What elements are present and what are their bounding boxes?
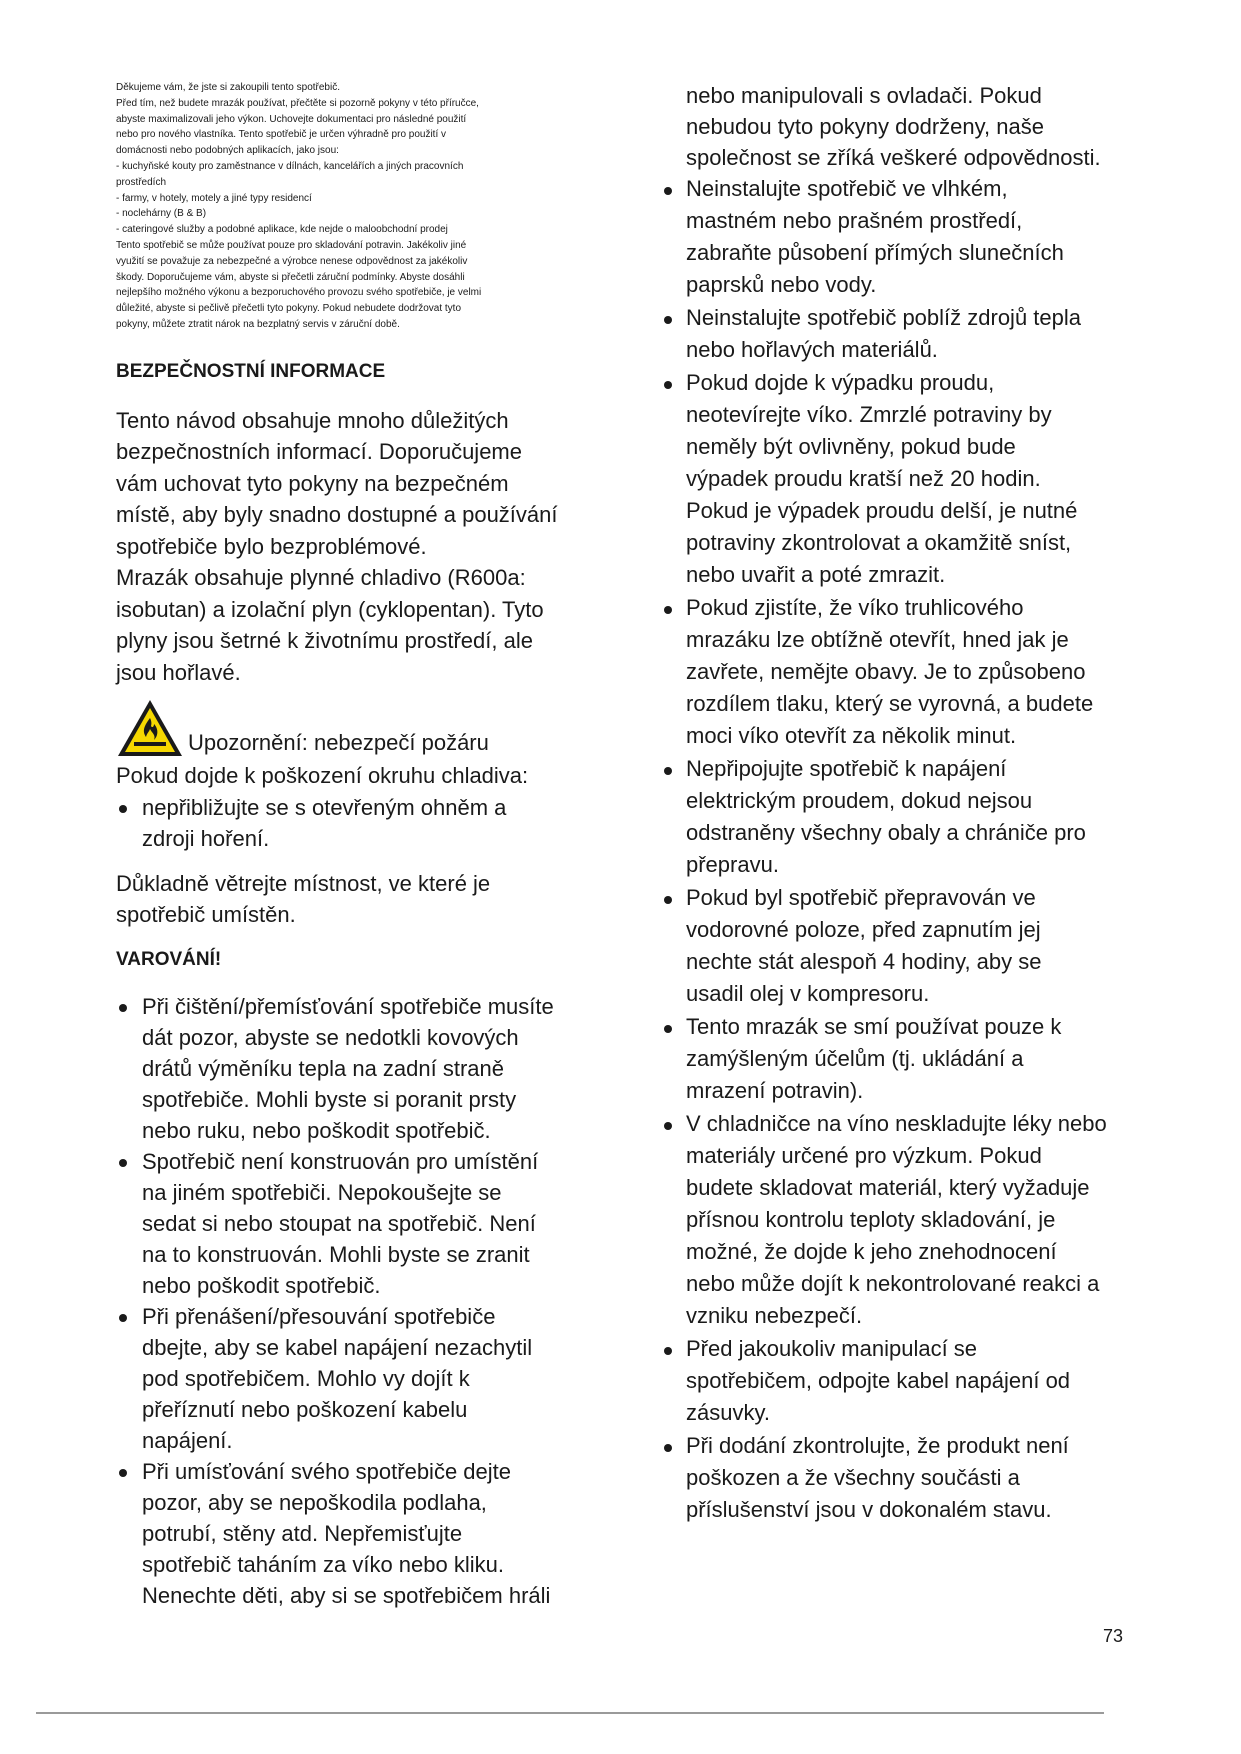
flammable-warning-icon [116, 698, 184, 758]
text-line: paprsků nebo vody. [686, 272, 877, 297]
list-item [116, 991, 596, 1146]
bullet-dot-icon [664, 1025, 672, 1033]
text-line: pokyny, můžete ztratit nárok na bezplatný servis v záruční době. [116, 318, 400, 330]
text-line: budete skladovat materiál, který vyžaduje [686, 1175, 1090, 1200]
text-line: místě, aby byly snadno dostupné a používání [116, 502, 558, 528]
text-line: pod spotřebičem. Mohlo vy dojít k [142, 1365, 470, 1391]
ventilate-paragraph [116, 868, 596, 931]
bullet-dot-icon [664, 1444, 672, 1452]
bullet-dot-icon [664, 1347, 672, 1355]
text-line: isobutan) a izolační plyn (cyklopentan). Tyto [116, 596, 544, 622]
text-line: spotřebiče bylo bezproblémové. [116, 533, 427, 559]
text-line: potrubí, stěny atd. Nepřemisťujte [142, 1520, 463, 1546]
text-line: Při přenášení/přesouvání spotřebiče [142, 1303, 496, 1329]
text-line: nejlepšího možného výkonu a bezporuchového provozu svého spotřebiče, je velmi [116, 287, 482, 299]
text-line: - kuchyňské kouty pro zaměstnance v dílnách, kancelářích a jiných pracovních [116, 160, 464, 172]
text-line: nebo hořlavých materiálů. [686, 337, 938, 362]
text-line: Před tím, než budete mrazák používat, přečtěte si pozorně pokyny v této příručce, [116, 97, 479, 109]
text-line: spotřebiče. Mohli byste si poranit prsty [142, 1086, 517, 1112]
text-line: nebo uvařit a poté zmrazit. [686, 562, 946, 587]
circuit-damage-line: Pokud dojde k poškození okruhu chladiva: [116, 763, 529, 789]
text-line: nebudou tyto pokyny dodrženy, naše [686, 114, 1044, 139]
text-line: neměly být ovlivněny, pokud bude [686, 434, 1016, 459]
text-line: abyste maximalizovali jeho výkon. Uchovejte dokumentaci pro následné použití [116, 113, 467, 125]
text-line: Nenechte děti, aby si se spotřebičem hráli [142, 1582, 551, 1608]
text-line: materiály určené pro výzkum. Pokud [686, 1143, 1042, 1168]
text-line: Nepřipojujte spotřebič k napájení [686, 756, 1007, 781]
text-line: rozdílem tlaku, který se vyrovná, a budete [686, 691, 1094, 716]
text-line: zamýšleným účelům (tj. ukládání a [686, 1046, 1024, 1071]
text-line: domácnosti nebo podobných aplikacích, jako jsou: [116, 145, 339, 157]
bullet-dot-icon [664, 1122, 672, 1130]
bullet-dot-icon [119, 1004, 127, 1012]
bullet-dot-icon [664, 316, 672, 324]
list-item [660, 592, 1140, 752]
text-line: mrazáku lze obtížně otevřít, hned jak je [686, 627, 1069, 652]
text-line: Při čištění/přemísťování spotřebiče musíte [142, 993, 554, 1019]
list-item [660, 302, 1140, 366]
text-line: přeříznutí nebo poškození kabelu [142, 1396, 468, 1422]
text-line: - noclehárny (B & B) [116, 208, 207, 220]
text-line: příslušenství jsou v dokonalém stavu. [686, 1497, 1052, 1522]
text-line: přísnou kontrolu teploty skladování, je [686, 1207, 1056, 1232]
para-line: Důkladně větrejte místnost, ve které je [116, 870, 491, 896]
text-line: usadil olej v kompresoru. [686, 981, 930, 1006]
text-line: neotevírejte víko. Zmrzlé potraviny by [686, 402, 1052, 427]
text-line: Při dodání zkontrolujte, že produkt není [686, 1433, 1069, 1458]
text-line: prostředích [116, 176, 167, 188]
text-line: možné, že dojde k jeho znehodnocení [686, 1239, 1057, 1264]
text-line: Pokud byl spotřebič přepravován ve [686, 885, 1036, 910]
list-item [660, 173, 1140, 301]
text-line: Před jakoukoliv manipulací se [686, 1336, 978, 1361]
text-line: dát pozor, abyste se nedotkli kovových [142, 1024, 519, 1050]
fire-warning-label: Upozornění: nebezpečí požáru [188, 730, 489, 756]
text-line: na to konstruován. Mohli byste se zranit [142, 1241, 530, 1267]
list-item [660, 753, 1140, 881]
right-bullet-list [660, 173, 1140, 1526]
text-line: na jiném spotřebiči. Nepokoušejte se [142, 1179, 502, 1205]
text-line: drátů výměníku tepla na zadní straně [142, 1055, 504, 1081]
text-line: Pokud je výpadek proudu delší, je nutné [686, 498, 1078, 523]
text-line: nebo ruku, nebo poškodit spotřebič. [142, 1117, 491, 1143]
list-item [660, 1108, 1140, 1332]
text-line: poškozen a že všechny součásti a [686, 1465, 1020, 1490]
text-line: Neinstalujte spotřebič poblíž zdrojů tepla [686, 305, 1082, 330]
fire-warning [116, 698, 596, 760]
intro-text [116, 80, 596, 333]
bullet-dot-icon [119, 1469, 127, 1477]
text-line: výpadek proudu kratší než 20 hodin. [686, 466, 1041, 491]
text-line: škody. Doporučujeme vám, abyste si přečetli záruční podmínky. Abyste dosáhli [116, 271, 465, 283]
list-item [116, 1146, 596, 1301]
text-line: Mrazák obsahuje plynné chladivo (R600a: [116, 565, 526, 591]
list-item [660, 1333, 1140, 1429]
text-line: dbejte, aby se kabel napájení nezachytil [142, 1334, 533, 1360]
text-line: jsou hořlavé. [116, 659, 241, 685]
safety-paragraph [116, 405, 596, 689]
text-line: mrazení potravin). [686, 1078, 864, 1103]
bullet-dot-icon [664, 606, 672, 614]
text-line: důležité, abyste si pečlivě přečetli tyto pokyny. Pokud nebudete dodržovat tyto [116, 303, 462, 315]
text-line: Neinstalujte spotřebič ve vlhkém, [686, 176, 1008, 201]
text-line: Pokud zjistíte, že víko truhlicového [686, 595, 1024, 620]
text-line: nebo pro nového vlastníka. Tento spotřebič je určen výhradně pro použití v [116, 129, 447, 141]
continuation-paragraph [660, 80, 1140, 173]
text-line: Tento spotřebič se může používat pouze pro skladování potravin. Jakékoliv jiné [116, 239, 467, 251]
footer-divider [36, 1712, 1104, 1714]
text-line: mastném nebo prašném prostředí, [686, 208, 1023, 233]
bullet-dot-icon [664, 767, 672, 775]
list-item [116, 1456, 596, 1611]
text-line: vzniku nebezpečí. [686, 1303, 863, 1328]
text-line: Při umísťování svého spotřebiče dejte [142, 1458, 511, 1484]
text-line: zabraňte působení přímých slunečních [686, 240, 1064, 265]
text-line: společnost se zříká veškeré odpovědnosti. [686, 145, 1101, 170]
list-item [660, 1011, 1140, 1107]
text-line: - farmy, v hotely, motely a jiné typy residencí [116, 192, 312, 204]
text-line: pozor, aby se nepoškodila podlaha, [142, 1489, 487, 1515]
text-line: zásuvky. [686, 1400, 770, 1425]
list-item [116, 792, 596, 854]
bullet-line: zdroji hoření. [142, 825, 270, 851]
list-item [660, 882, 1140, 1010]
text-line: elektrickým proudem, dokud nejsou [686, 788, 1033, 813]
text-line: nebo může dojít k nekontrolované reakci a [686, 1271, 1100, 1296]
text-line: Spotřebič není konstruován pro umístění [142, 1148, 539, 1174]
warning-heading: VAROVÁNÍ! [116, 948, 222, 970]
text-line: potraviny zkontrolovat a okamžitě sníst, [686, 530, 1072, 555]
text-line: spotřebičem, odpojte kabel napájení od [686, 1368, 1071, 1393]
text-line: Děkujeme vám, že jste si zakoupili tento spotřebič. [116, 82, 340, 93]
para-line: spotřebič umístěn. [116, 902, 296, 928]
text-line: nebo poškodit spotřebič. [142, 1272, 381, 1298]
page-number: 73 [1103, 1626, 1124, 1646]
bullet-dot-icon [664, 187, 672, 195]
list-item [116, 1301, 596, 1456]
text-line: - cateringové služby a podobné aplikace, kde nejde o maloobchodní prodej [116, 224, 448, 236]
warning-bullet-list [116, 991, 596, 1611]
text-line: spotřebič taháním za víko nebo kliku. [142, 1551, 504, 1577]
bullet-dot-icon [119, 805, 127, 813]
text-line: moci víko otevřít za několik minut. [686, 723, 1017, 748]
right-column [660, 80, 1140, 1527]
text-line: vám uchovat tyto pokyny na bezpečném [116, 470, 509, 496]
text-line: Tento mrazák se smí používat pouze k [686, 1014, 1062, 1039]
text-line: vodorovné poloze, před zapnutím jej [686, 917, 1041, 942]
left-column [116, 80, 596, 1611]
text-line: Pokud dojde k výpadku proudu, [686, 370, 995, 395]
list-item [660, 367, 1140, 591]
safety-heading: BEZPEČNOSTNÍ INFORMACE [116, 360, 386, 382]
text-line: napájení. [142, 1427, 233, 1453]
text-line: Tento návod obsahuje mnoho důležitých [116, 407, 509, 433]
bullet-dot-icon [664, 381, 672, 389]
circuit-bullet-list [116, 792, 596, 854]
text-line: sedat si nebo stoupat na spotřebič. Není [142, 1210, 536, 1236]
text-line: využití se považuje za nebezpečné a výrobce nenese odpovědnost za jakékoliv [116, 255, 468, 267]
text-line: zavřete, nemějte obavy. Je to způsobeno [686, 659, 1086, 684]
text-line: přepravu. [686, 852, 779, 877]
list-item [660, 1430, 1140, 1526]
text-line: nebo manipulovali s ovladači. Pokud [686, 83, 1042, 108]
text-line: nechte stát alespoň 4 hodiny, aby se [686, 949, 1042, 974]
text-line: plyny jsou šetrné k životnímu prostředí, ale [116, 628, 533, 654]
text-line: bezpečnostních informací. Doporučujeme [116, 439, 522, 465]
bullet-dot-icon [119, 1314, 127, 1322]
text-line: V chladničce na víno neskladujte léky nebo [686, 1111, 1107, 1136]
bullet-line: nepřibližujte se s otevřeným ohněm a [142, 794, 507, 820]
text-line: odstraněny všechny obaly a chrániče pro [686, 820, 1086, 845]
bullet-dot-icon [119, 1159, 127, 1167]
bullet-dot-icon [664, 896, 672, 904]
